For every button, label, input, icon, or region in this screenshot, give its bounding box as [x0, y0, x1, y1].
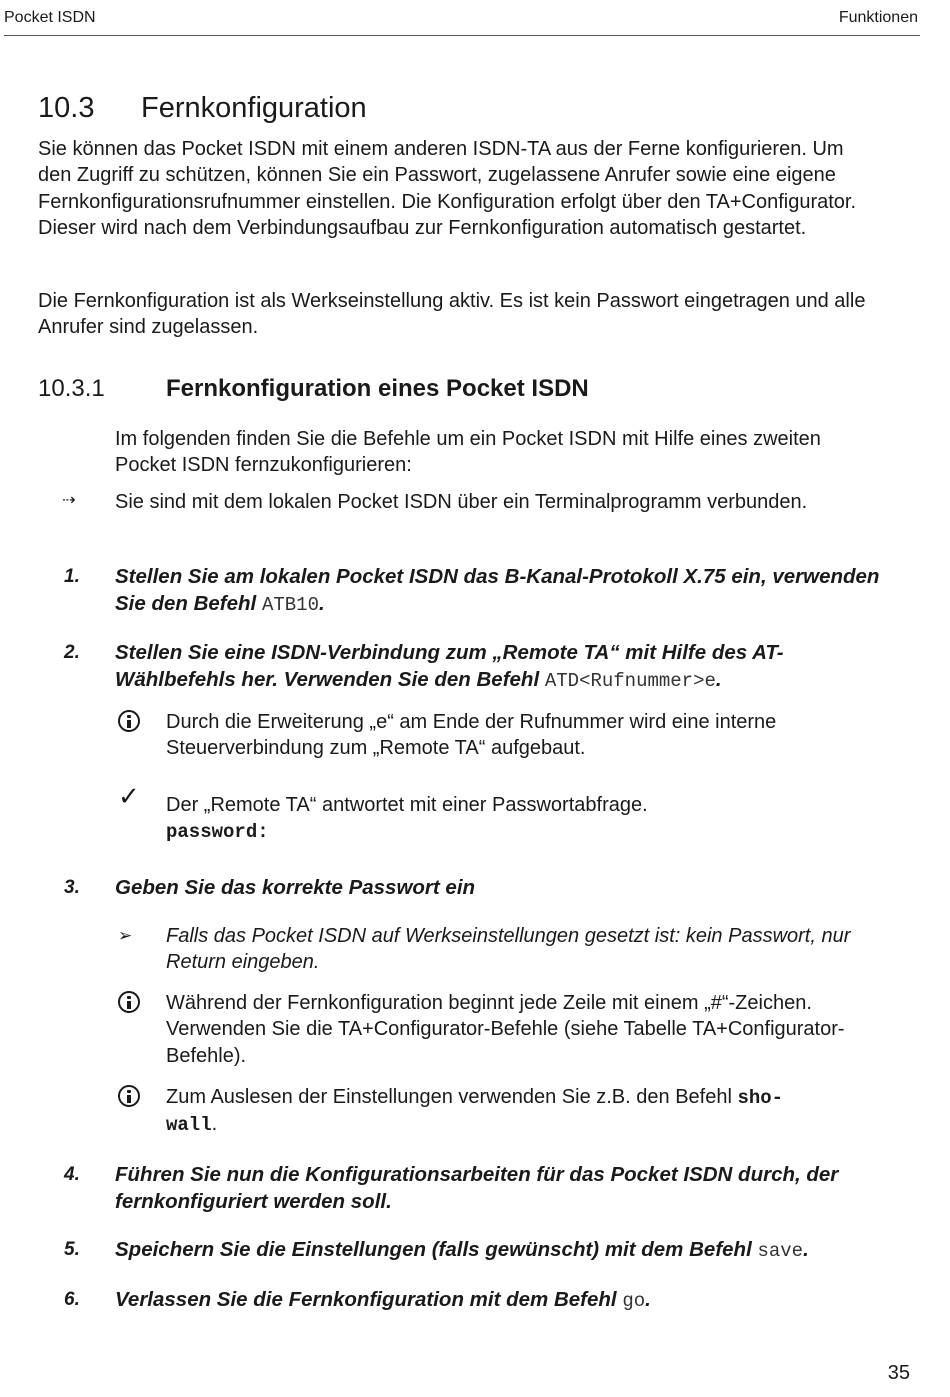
checkmark-icon: ✓: [118, 782, 140, 812]
step-2-number: 2.: [64, 642, 80, 663]
step-1-end: .: [318, 591, 325, 615]
step-1-text: [115, 564, 885, 618]
step-5-number: 5.: [64, 1239, 80, 1260]
step-3-note-2: [166, 1084, 880, 1139]
step-4-text: Führen Sie nun die Konfigurationsarbeiten für das Pocket ISDN durch, der fernkonfiguriert werden soll.: [115, 1163, 839, 1213]
prerequisite-text: Sie sind mit dem lokalen Pocket ISDN über ein Terminalprogramm verbunden.: [115, 491, 808, 513]
header-right: Funktionen: [838, 9, 918, 26]
section-paragraph-1: Sie können das Pocket ISDN mit einem anderen ISDN-TA aus der Ferne konfigurieren. Um den Zugriff zu schützen, können Sie ein Passwort, zugelassene Anrufer sowie eine eigene Fernkonfigurationsrufnummer einstellen. Die Konfiguration erfolgt über den TA+Configurator. Dieser wird nach dem Verbindungsaufbau zur Fernkonfiguration automatisch gestartet.: [38, 138, 857, 239]
step-2-command: ATD<Rufnummer>e: [544, 669, 716, 692]
arrowhead-icon: ➢: [118, 926, 133, 946]
showall-command-part2: wall: [166, 1114, 212, 1137]
info-icon: [118, 991, 140, 1013]
step-5-end: .: [803, 1238, 809, 1261]
step-3-number: 3.: [64, 877, 80, 898]
subsection-number: 10.3.1: [38, 375, 105, 402]
page-header: [4, 0, 920, 36]
step-1-instruction: Stellen Sie am lokalen Pocket ISDN das B-Kanal-Protokoll X.75 ein, verwenden Sie den Befehl: [115, 565, 880, 615]
step-4-number: 4.: [64, 1164, 80, 1185]
step-2-instruction: Stellen Sie eine ISDN-Verbindung zum „Remote TA“ mit Hilfe des AT-Wählbefehls her. Verwenden Sie den Befehl: [115, 641, 784, 691]
step-2-text: [115, 640, 885, 694]
step-6-end: .: [645, 1288, 651, 1311]
info-icon: [118, 710, 140, 732]
step-1-command: ATB10: [261, 593, 319, 616]
subsection-intro: Im folgenden finden Sie die Befehle um ein Pocket ISDN mit Hilfe eines zweiten Pocket ISDN fernzukonfigurieren:: [115, 428, 821, 477]
info-icon: [118, 1085, 140, 1107]
step-5-text: [115, 1237, 885, 1265]
step-6-number: 6.: [64, 1289, 80, 1310]
step-5-instruction: Speichern Sie die Einstellungen (falls gewünscht) mit dem Befehl: [115, 1238, 758, 1261]
header-left: Pocket ISDN: [4, 9, 96, 26]
password-prompt: password:: [166, 821, 269, 844]
step-3-note-2-text: Zum Auslesen der Einstellungen verwenden Sie z.B. den Befehl: [166, 1086, 738, 1108]
step-2-end: .: [715, 667, 722, 691]
step-6-command: go: [622, 1290, 646, 1312]
step-3-hint: Falls das Pocket ISDN auf Werkseinstellungen gesetzt ist: kein Passwort, nur Return eingeben.: [166, 925, 851, 974]
step-2-result-text: Der „Remote TA“ antwortet mit einer Passwortabfrage.: [166, 794, 648, 816]
step-2-result: [166, 792, 882, 846]
showall-command-part1: sho-: [737, 1087, 784, 1109]
section-heading: [38, 92, 367, 125]
section-paragraph-2: Die Fernkonfiguration ist als Werkseinstellung aktiv. Es ist kein Passwort eingetragen und alle Anrufer sind zugelassen.: [38, 290, 866, 339]
step-1-number: 1.: [64, 566, 80, 587]
step-6-text: [115, 1287, 885, 1315]
step-3-note-1: Während der Fernkonfiguration beginnt jede Zeile mit einem „#“-Zeichen. Verwenden Sie die TA+Configurator-Befehle (siehe Tabelle TA+Configurator-Befehle).: [166, 992, 845, 1067]
section-number: 10.3: [38, 92, 95, 124]
subsection-heading: [38, 375, 589, 403]
prerequisite-arrow-icon: ⇢: [62, 492, 76, 509]
step-2-note: Durch die Erweiterung „e“ am Ende der Rufnummer wird eine interne Steuerverbindung zum „Remote TA“ aufgebaut.: [166, 711, 777, 760]
step-6-instruction: Verlassen Sie die Fernkonfiguration mit dem Befehl: [115, 1288, 623, 1311]
step-3-text: Geben Sie das korrekte Passwort ein: [115, 876, 476, 899]
subsection-title: Fernkonfiguration eines Pocket ISDN: [166, 375, 589, 402]
step-5-command: save: [757, 1240, 804, 1262]
step-3-note-2-end: .: [211, 1113, 218, 1136]
page-number: 35: [887, 1362, 910, 1384]
section-title: Fernkonfiguration: [141, 92, 367, 124]
